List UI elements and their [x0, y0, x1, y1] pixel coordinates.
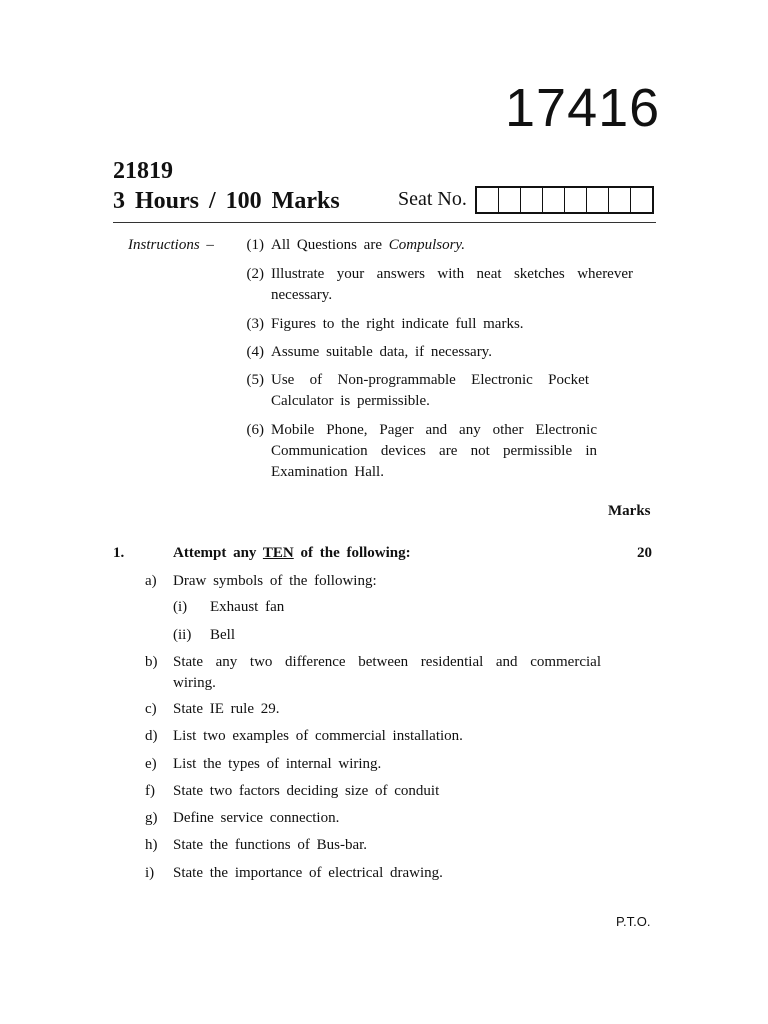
sub-question-letter: g)	[145, 810, 158, 826]
sub-question-text: Draw symbols of the following:	[173, 573, 377, 589]
paper-code: 21819	[113, 158, 173, 184]
sub-question-letter: a)	[145, 573, 157, 589]
seat-cell[interactable]	[543, 188, 565, 212]
instruction-number: (1)	[246, 237, 264, 253]
seat-label: Seat No.	[398, 188, 467, 210]
symbol-item-number: (i)	[173, 599, 188, 615]
duration-marks: 3 Hours / 100 Marks	[113, 188, 340, 214]
symbol-item-text: Exhaust fan	[210, 599, 285, 615]
question-title: Attempt any TEN of the following:	[173, 545, 411, 561]
seat-cell[interactable]	[477, 188, 499, 212]
ten-underlined: TEN	[262, 545, 294, 561]
seat-cell[interactable]	[609, 188, 631, 212]
seat-number-boxes[interactable]	[475, 186, 654, 214]
sub-question-text: State the importance of electrical drawing.	[173, 865, 443, 881]
sub-question-text: State any two difference between residential and commercial wiring.	[173, 654, 601, 691]
instruction-text: Use of Non-programmable Electronic Pocket Calculator is permissible.	[271, 372, 589, 409]
instructions-title: Instructions –	[128, 237, 214, 253]
subject-code: 17416	[505, 78, 661, 138]
sub-question-letter: e)	[145, 756, 157, 772]
sub-question-letter: d)	[145, 728, 158, 744]
sub-question-letter: i)	[145, 865, 155, 881]
seat-cell[interactable]	[631, 188, 652, 212]
instruction-text: All Questions are Compulsory.	[271, 237, 465, 253]
instruction-text: Mobile Phone, Pager and any other Electronic Communication devices are not permissible in Examination Hall.	[271, 422, 597, 480]
instruction-number: (6)	[246, 422, 264, 438]
symbol-item-number: (ii)	[173, 627, 192, 643]
instruction-number: (5)	[246, 372, 264, 388]
instruction-text: Assume suitable data, if necessary.	[271, 344, 492, 360]
instruction-number: (4)	[246, 344, 264, 360]
question-marks: 20	[637, 545, 652, 561]
marks-heading: Marks	[608, 503, 651, 519]
sub-question-letter: b)	[145, 654, 158, 670]
instruction-number: (3)	[246, 316, 264, 332]
please-turn-over: P.T.O.	[616, 914, 651, 929]
sub-question-text: State the functions of Bus-bar.	[173, 837, 368, 853]
seat-cell[interactable]	[521, 188, 543, 212]
instruction-text: Figures to the right indicate full marks.	[271, 316, 524, 332]
symbol-item-text: Bell	[210, 627, 235, 643]
sub-question-letter: f)	[145, 783, 155, 799]
sub-question-text: List the types of internal wiring.	[173, 756, 382, 772]
sub-question-text: List two examples of commercial installation.	[173, 728, 463, 744]
seat-cell[interactable]	[565, 188, 587, 212]
sub-question-text: Define service connection.	[173, 810, 340, 826]
instruction-text: Illustrate your answers with neat sketches wherever necessary.	[271, 266, 633, 303]
seat-cell[interactable]	[587, 188, 609, 212]
seat-cell[interactable]	[499, 188, 521, 212]
header-divider	[113, 222, 656, 223]
compulsory-emphasis: Compulsory.	[388, 237, 465, 253]
sub-question-letter: c)	[145, 701, 157, 717]
sub-question-letter: h)	[145, 837, 158, 853]
sub-question-text: State two factors deciding size of conduit	[173, 783, 440, 799]
sub-question-text: State IE rule 29.	[173, 701, 280, 717]
instruction-number: (2)	[246, 266, 264, 282]
question-number: 1.	[113, 545, 125, 561]
